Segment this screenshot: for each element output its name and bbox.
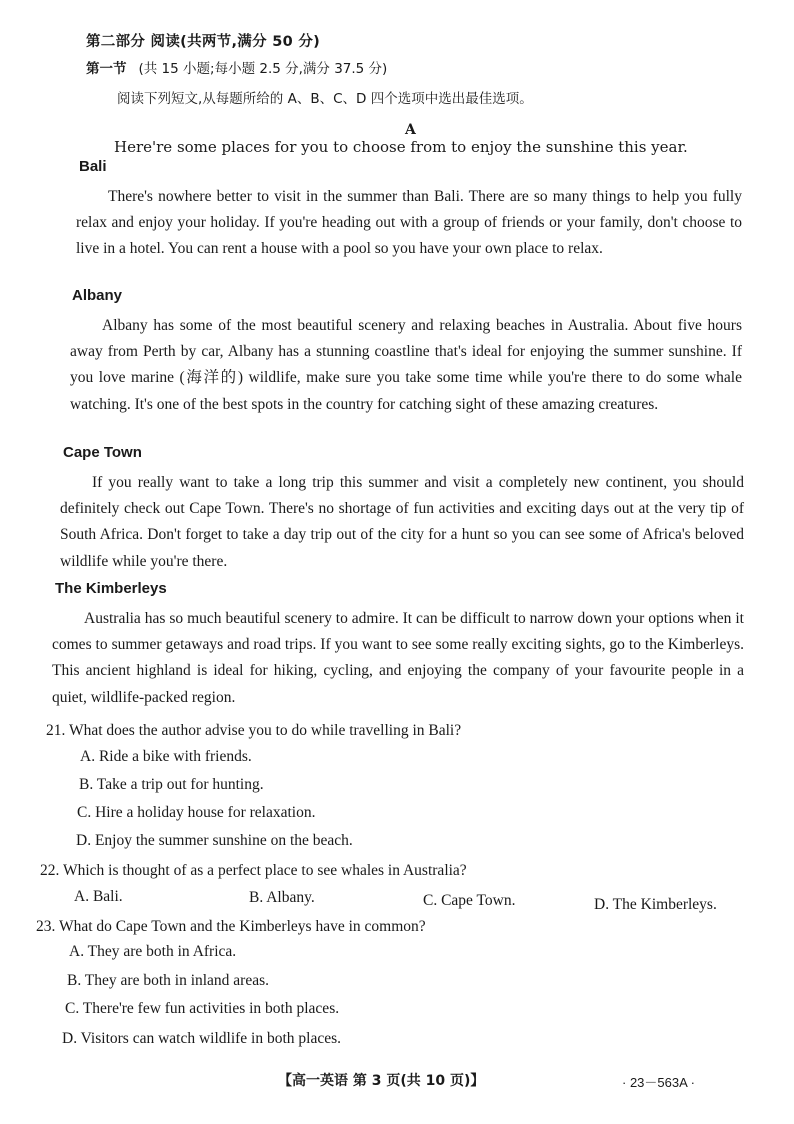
section-label: 第一节 xyxy=(86,61,127,77)
question-23-option-c: C. There're few fun activities in both places. xyxy=(65,1000,340,1017)
paragraph-albany: Albany has some of the most beautiful scenery and relaxing beaches in Australia. About five hours away from Perth by car, Albany has a stunning coastline that's ideal for enjoying the summer sunshine. If you love marine (海洋的) wildlife, make sure you take some time while you're there to do some whale watching. It's one of the best spots in the country for catching sight of these amazing creatures. xyxy=(70,317,742,413)
passage-label: A xyxy=(405,122,416,138)
section-title-kimberleys: The Kimberleys xyxy=(55,580,167,597)
question-22-option-a: A. Bali. xyxy=(74,888,123,905)
question-23-option-a: A. They are both in Africa. xyxy=(69,943,237,960)
question-23-option-b: B. They are both in inland areas. xyxy=(67,972,270,989)
section-title xyxy=(86,57,387,77)
question-23-option-d: D. Visitors can watch wildlife in both places. xyxy=(62,1030,342,1047)
passage-intro: Here're some places for you to choose from to enjoy the sunshine this year. xyxy=(114,138,688,156)
question-22-option-c: C. Cape Town. xyxy=(423,892,516,909)
section-info: (共 15 小题;每小题 2.5 分,满分 37.5 分) xyxy=(138,61,388,77)
section-title-albany: Albany xyxy=(72,287,123,304)
exam-code: · 23－563A · xyxy=(622,1075,695,1090)
paragraph-cape-town: If you really want to take a long trip this summer and visit a completely new continent, you should definitely check out Cape Town. There's no shortage of fun activities and exciting days out at the very tip of South Africa. Don't forget to take a day trip out of the city for a hunt so you can see some of Africa's beloved wildlife while you're there. xyxy=(60,474,744,570)
question-21-option-b: B. Take a trip out for hunting. xyxy=(79,776,264,793)
question-22: 22. Which is thought of as a perfect place to see whales in Australia? xyxy=(40,862,467,879)
page-footer: 【高一英语 第 3 页(共 10 页)】 xyxy=(278,1073,485,1089)
question-21: 21. What does the author advise you to do while travelling in Bali? xyxy=(46,722,462,739)
question-21-option-a: A. Ride a bike with friends. xyxy=(80,748,252,765)
paragraph-bali: There's nowhere better to visit in the summer than Bali. There are so many things to help you fully relax and enjoy your holiday. If you're heading out with a group of friends or your family, don't choose to live in a hotel. You can rent a house with a pool so you have your own place to relax. xyxy=(76,188,742,258)
paragraph-kimberleys: Australia has so much beautiful scenery to admire. It can be difficult to narrow down your options when it comes to summer getaways and road trips. If you want to see some really exciting sights, go to the Kimberleys. This ancient highland is ideal for hiking, cycling, and enjoying the company of your favourite people in a quiet, wildlife-packed region. xyxy=(52,610,744,706)
section-title-cape-town: Cape Town xyxy=(63,444,142,461)
question-22-option-b: B. Albany. xyxy=(249,889,315,906)
part-title: 第二部分 阅读(共两节,满分 50 分) xyxy=(86,34,321,50)
section-title-bali: Bali xyxy=(79,158,107,175)
question-23: 23. What do Cape Town and the Kimberleys have in common? xyxy=(36,918,426,935)
instructions: 阅读下列短文,从每题所给的 A、B、C、D 四个选项中选出最佳选项。 xyxy=(117,91,533,107)
question-21-option-c: C. Hire a holiday house for relaxation. xyxy=(77,804,316,821)
question-21-option-d: D. Enjoy the summer sunshine on the beach. xyxy=(76,832,353,849)
question-22-option-d: D. The Kimberleys. xyxy=(594,896,717,913)
